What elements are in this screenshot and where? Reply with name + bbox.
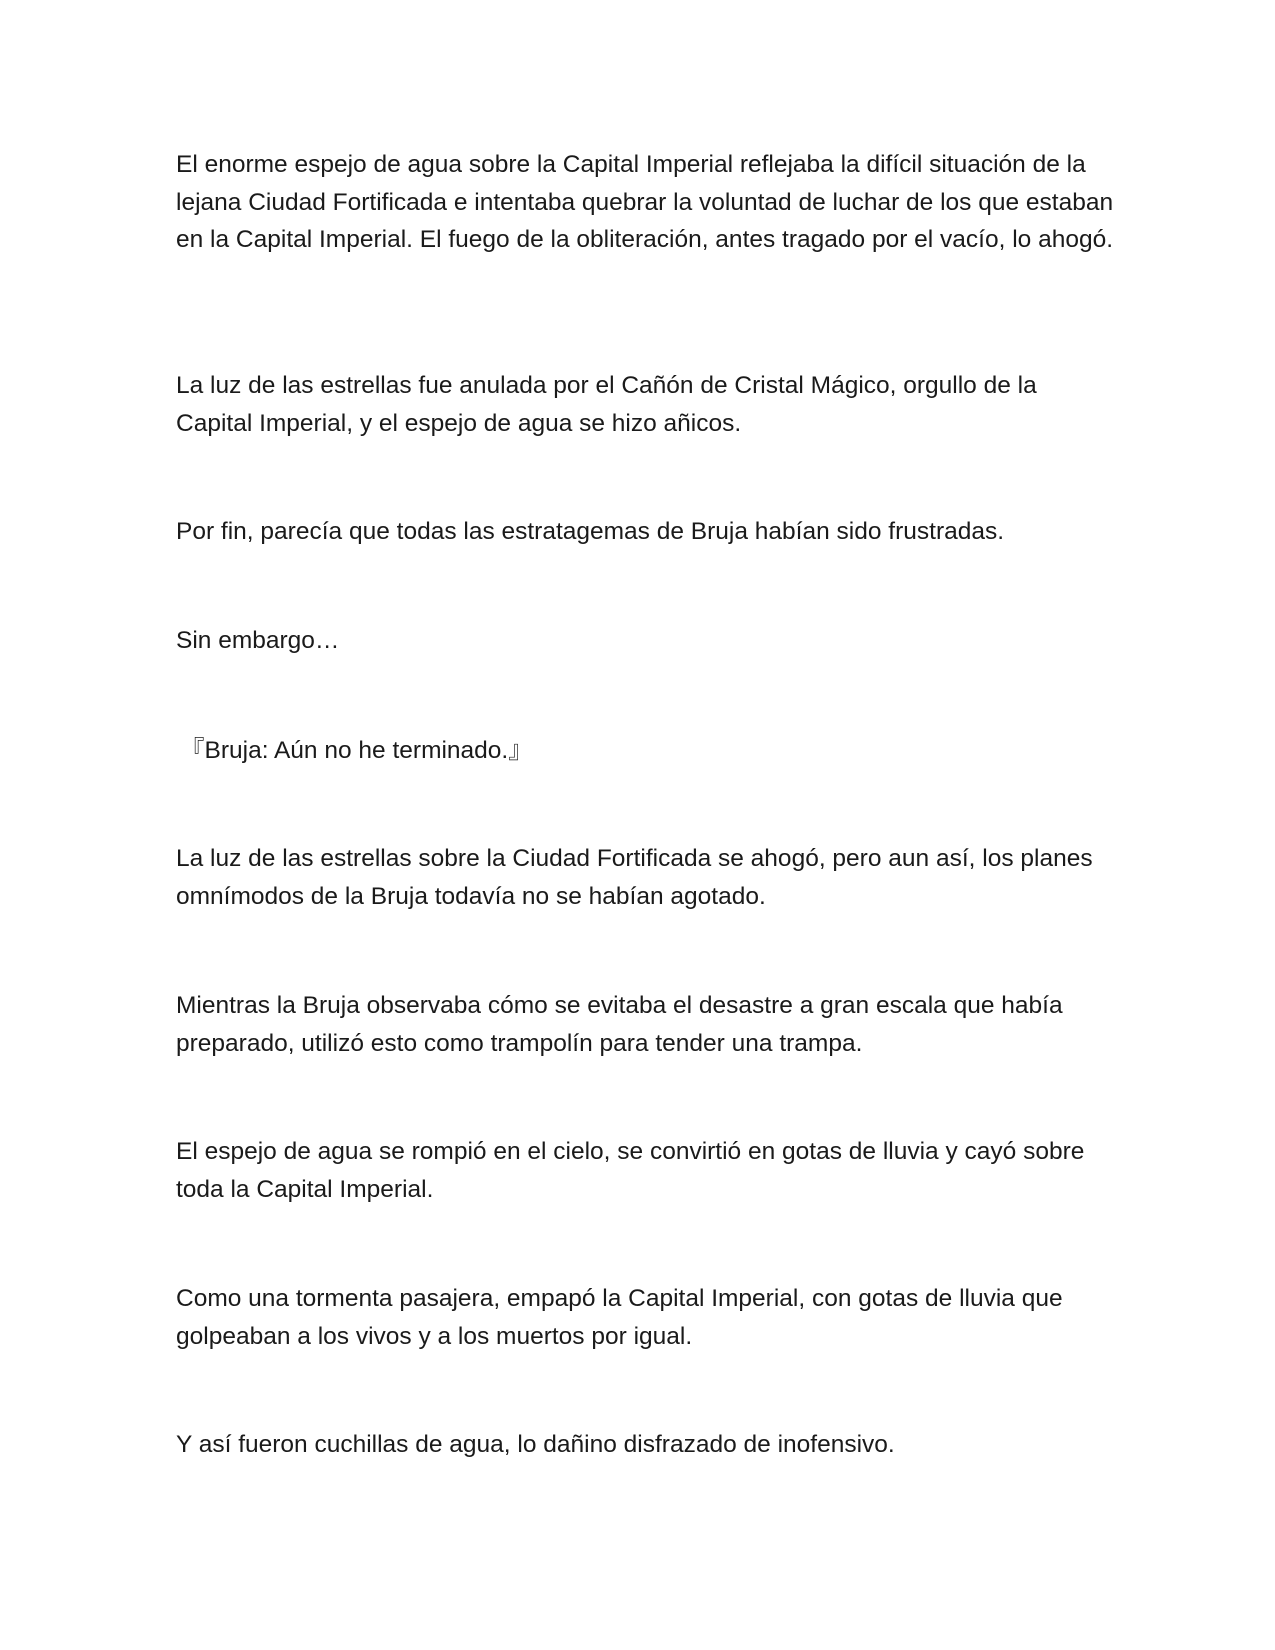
paragraph-7: Mientras la Bruja observaba cómo se evitaba el desastre a gran escala que había preparado, utilizó esto como trampolín para tender una trampa. [176, 992, 1063, 1057]
paragraph-1: El enorme espejo de agua sobre la Capital Imperial reflejaba la difícil situación de la lejana Ciudad Fortificada e intentaba quebrar la voluntad de luchar de los que estaban en la Capital Imperial. El fuego de la obliteración, antes tragado por el vacío, lo ahogó. [176, 151, 1114, 253]
paragraph-8: El espejo de agua se rompió en el cielo, se convirtió en gotas de lluvia y cayó sobre toda la Capital Imperial. [176, 1138, 1085, 1203]
paragraph-9: Como una tormenta pasajera, empapó la Capital Imperial, con gotas de lluvia que golpeaban a los vivos y a los muertos por igual. [176, 1285, 1063, 1350]
paragraph-2: La luz de las estrellas fue anulada por el Cañón de Cristal Mágico, orgullo de la Capital Imperial, y el espejo de agua se hizo añicos. [176, 372, 1037, 437]
paragraph-6: La luz de las estrellas sobre la Ciudad Fortificada se ahogó, pero aun así, los planes omnímodos de la Bruja todavía no se habían agotado. [176, 845, 1093, 910]
paragraph-4: Sin embargo… [176, 627, 340, 654]
paragraph-3: Por fin, parecía que todas las estratagemas de Bruja habían sido frustradas. [176, 518, 1005, 545]
paragraph-10: Y así fueron cuchillas de agua, lo dañino disfrazado de inofensivo. [176, 1431, 895, 1458]
dialogue-line: 『Bruja: Aún no he terminado.』 [180, 737, 533, 764]
